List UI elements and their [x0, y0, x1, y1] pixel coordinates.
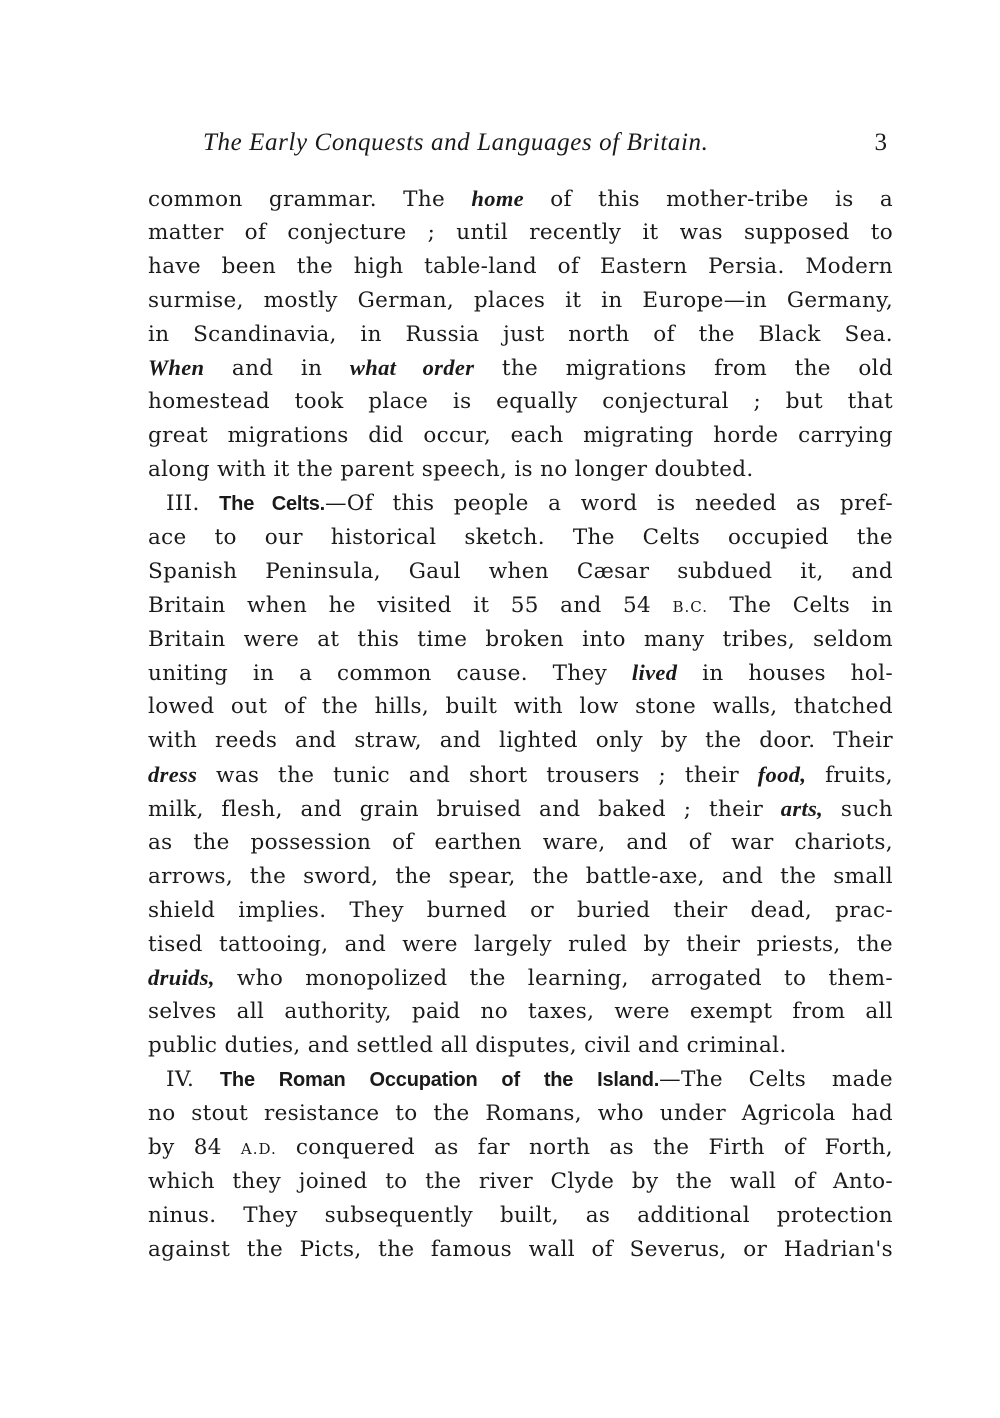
- paragraph-the-celts: [148, 487, 893, 1063]
- text-line: IV. The Roman Occupation of the Island.—The Celts made: [166, 1067, 893, 1093]
- running-header: [148, 122, 893, 164]
- emphasis-lived: lived: [631, 660, 678, 686]
- text-line: druids, who monopolized the learning, arrogated to them-: [148, 965, 893, 992]
- text-line: When and in what order the migrations from the old: [148, 355, 893, 382]
- text-line: which they joined to the river Clyde by the wall of Anto-: [148, 1168, 893, 1194]
- text-line: great migrations did occur, each migrating horde carrying: [148, 423, 893, 449]
- text-line: Britain when he visited it 55 and 54 B.C. The Celts in: [148, 592, 893, 618]
- emphasis-what-order: what order: [349, 355, 475, 381]
- text-line: milk, flesh, and grain bruised and baked ; their arts, such: [148, 796, 893, 823]
- page-number: 3: [874, 129, 887, 156]
- text-line: by 84 A.D. conquered as far north as the Firth of Forth,: [148, 1134, 893, 1160]
- text-line: tised tattooing, and were largely ruled by their priests, the: [148, 931, 893, 957]
- text-line: lowed out of the hills, built with low stone walls, thatched: [148, 694, 893, 720]
- text-line: surmise, mostly German, places it in Europe—in Germany,: [148, 287, 893, 313]
- emphasis-dress: dress: [148, 762, 198, 788]
- emphasis-when: When: [148, 355, 205, 381]
- text-line: matter of conjecture ; until recently it was supposed to: [148, 219, 893, 245]
- section-heading-roman: The Roman Occupation of the Island.: [219, 1069, 660, 1092]
- text-line: public duties, and settled all disputes, civil and criminal.: [148, 1033, 787, 1059]
- text-line: ninus. They subsequently built, as additional protection: [148, 1202, 893, 1228]
- emphasis-home: home: [471, 186, 525, 211]
- emphasis-food: food,: [757, 762, 807, 788]
- paragraph-roman-occupation: [148, 1063, 893, 1266]
- text-line: common grammar. The home of this mother-tribe is a: [148, 186, 893, 212]
- text-line: along with it the parent speech, is no longer doubted.: [148, 457, 754, 483]
- small-caps-bc: B.C.: [672, 597, 708, 616]
- text-line: in Scandinavia, in Russia just north of the Black Sea.: [148, 321, 893, 347]
- text-line: III. The Celts.—Of this people a word is needed as pref-: [166, 491, 893, 517]
- text-line: arrows, the sword, the spear, the battle-axe, and the small: [148, 863, 893, 889]
- text-line: dress was the tunic and short trousers ; their food, fruits,: [148, 762, 893, 789]
- text-line: Spanish Peninsula, Gaul when Cæsar subdued it, and: [148, 558, 893, 584]
- paragraph-mother-tribe: [148, 182, 893, 487]
- text-line: uniting in a common cause. They lived in houses hol-: [148, 660, 893, 687]
- text-line: against the Picts, the famous wall of Severus, or Hadrian's: [148, 1236, 893, 1262]
- emphasis-druids: druids,: [148, 965, 215, 991]
- emphasis-arts: arts,: [780, 796, 824, 822]
- text-line: as the possession of earthen ware, and of war chariots,: [148, 829, 893, 855]
- small-caps-ad: A.D.: [240, 1139, 277, 1158]
- section-numeral: IV.: [166, 1067, 220, 1093]
- text-line: with reeds and straw, and lighted only by the door. Their: [148, 728, 893, 754]
- page-body: [148, 182, 893, 1267]
- text-line: have been the high table-land of Eastern Persia. Modern: [148, 253, 893, 279]
- book-page: [148, 122, 893, 1267]
- text-line: no stout resistance to the Romans, who under Agricola had: [148, 1101, 893, 1127]
- text-line: Britain were at this time broken into many tribes, seldom: [148, 626, 893, 652]
- text-line: ace to our historical sketch. The Celts occupied the: [148, 524, 893, 550]
- text-line: selves all authority, paid no taxes, were exempt from all: [148, 999, 893, 1025]
- section-heading-celts: The Celts.: [219, 493, 325, 516]
- running-title: The Early Conquests and Languages of Britain.: [203, 129, 709, 156]
- text-line: homestead took place is equally conjectural ; but that: [148, 389, 893, 415]
- section-numeral: III.: [166, 491, 220, 517]
- text-line: shield implies. They burned or buried their dead, prac-: [148, 897, 893, 923]
